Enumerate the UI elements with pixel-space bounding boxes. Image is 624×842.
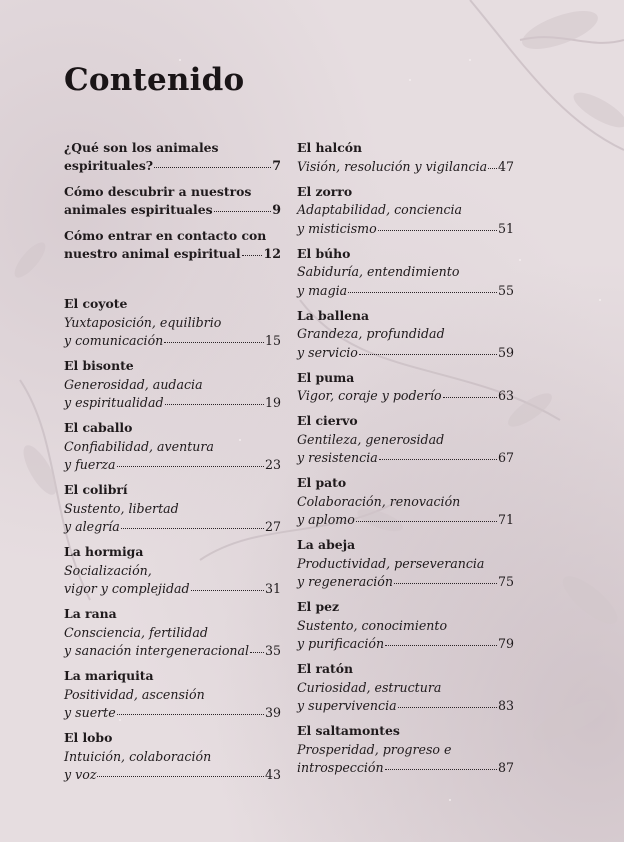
entry-description-text: y aplomo <box>297 512 355 527</box>
entry-description-line-with-page <box>297 387 514 406</box>
entry-description-line: Positividad, ascensión <box>64 686 205 702</box>
toc-entry-el-raton[interactable] <box>297 660 514 716</box>
toc-entry-el-ciervo[interactable] <box>297 412 514 468</box>
page-number: 79 <box>497 636 514 651</box>
dot-leader <box>164 342 264 343</box>
page-number: 67 <box>497 450 514 465</box>
left-animal-list <box>64 295 281 785</box>
toc-left-column <box>64 139 281 791</box>
toc-entry-intro-1[interactable] <box>64 139 281 175</box>
entry-description-text: Visión, resolución y vigilancia <box>297 158 488 174</box>
page-number: 9 <box>272 202 281 217</box>
entry-description-text: vigor y complejidad <box>64 581 190 596</box>
toc-entry-el-saltamontes[interactable] <box>297 722 514 778</box>
animal-name: El bisonte <box>64 358 134 373</box>
entry-description-line: Sabiduría, entendimiento <box>297 264 460 279</box>
entry-description-line-with-page <box>297 635 514 654</box>
dot-leader <box>394 583 497 584</box>
dot-leader <box>121 528 264 529</box>
toc-entry-la-hormiga[interactable] <box>64 543 281 599</box>
entry-title-line-with-page <box>64 201 281 219</box>
toc-entry-el-coyote[interactable] <box>64 295 281 351</box>
entry-description-text: y resistencia <box>297 450 378 465</box>
entry-description-line-with-page <box>297 158 514 177</box>
entry-description-text: y voz <box>64 767 97 782</box>
toc-entry-el-bisonte[interactable] <box>64 357 281 413</box>
animal-name: El pato <box>297 475 347 490</box>
entry-description-line: Generosidad, audacia <box>64 376 203 392</box>
entry-description-line-with-page <box>297 697 514 716</box>
entry-description-text: y supervivencia <box>297 698 397 713</box>
animal-name: El ratón <box>297 661 354 676</box>
toc-entry-la-ballena[interactable] <box>297 307 514 363</box>
dot-leader <box>385 645 497 646</box>
toc-entry-la-abeja[interactable] <box>297 536 514 592</box>
entry-description-line: Sustento, libertad <box>64 500 179 516</box>
entry-description-text: y servicio <box>297 344 358 360</box>
entry-description-line-with-page <box>297 282 514 301</box>
entry-description-text: y misticismo <box>297 220 377 236</box>
entry-description-line: Confiabilidad, aventura <box>64 438 214 454</box>
entry-title-line-with-page <box>64 157 281 175</box>
animal-name: El ciervo <box>297 413 358 428</box>
page-number: 23 <box>264 457 281 472</box>
entry-description-line-with-page <box>64 332 281 351</box>
entry-description-text: y suerte <box>64 705 116 720</box>
entry-title-line: ¿Qué son los animales <box>64 140 219 155</box>
entry-description-text: y magia <box>297 282 348 298</box>
animal-name: La hormiga <box>64 544 144 559</box>
entry-description-line-with-page <box>64 766 281 785</box>
entry-title-text: animales espirituales <box>64 202 213 217</box>
animal-name: El caballo <box>64 420 133 435</box>
entry-description-line-with-page <box>64 704 281 723</box>
entry-description-text: y alegría <box>64 519 120 534</box>
toc-entry-el-zorro[interactable] <box>297 183 514 239</box>
entry-description-line: Gentileza, generosidad <box>297 431 445 447</box>
toc-entry-el-lobo[interactable] <box>64 729 281 785</box>
page-number: 7 <box>272 158 281 173</box>
animal-name: La abeja <box>297 537 356 552</box>
dot-leader <box>359 354 497 355</box>
dot-leader <box>117 714 264 715</box>
intro-section <box>64 139 281 263</box>
page-number: 12 <box>263 246 281 261</box>
entry-title-line: Cómo descubrir a nuestros <box>64 184 252 199</box>
toc-entry-intro-2[interactable] <box>64 183 281 219</box>
entry-description-line-with-page <box>297 344 514 363</box>
dot-leader <box>117 466 264 467</box>
animal-name: El colibrí <box>64 482 128 497</box>
dot-leader <box>242 255 263 256</box>
right-animal-list <box>297 139 514 778</box>
dot-leader <box>378 230 497 231</box>
toc-right-column <box>297 139 514 784</box>
entry-description-line: Productividad, perseverancia <box>297 555 485 571</box>
entry-description-line-with-page <box>64 642 281 661</box>
entry-description-line-with-page <box>297 511 514 530</box>
page-number: 27 <box>264 519 281 534</box>
dot-leader <box>348 292 497 293</box>
entry-description-line: Prosperidad, progreso e <box>297 741 452 757</box>
animal-name: El búho <box>297 245 351 261</box>
toc-entry-el-colibri[interactable] <box>64 481 281 537</box>
animal-name: El zorro <box>297 183 353 199</box>
entry-description-text: y comunicación <box>64 333 164 348</box>
page-number: 59 <box>497 344 514 360</box>
toc-entry-la-rana[interactable] <box>64 605 281 661</box>
animal-name: El saltamontes <box>297 723 400 738</box>
dot-leader <box>356 521 497 522</box>
entry-description-line-with-page <box>297 449 514 468</box>
entry-description-line-with-page <box>64 456 281 475</box>
entry-description-text: y sanación intergeneracional <box>64 643 250 658</box>
page-number: 15 <box>264 333 281 348</box>
dot-leader <box>385 769 497 770</box>
dot-leader <box>488 168 497 169</box>
entry-title-text: nuestro animal espiritual <box>64 246 241 261</box>
entry-description-text: y regeneración <box>297 574 393 589</box>
toc-entry-el-pato[interactable] <box>297 474 514 530</box>
page-number: 39 <box>264 705 281 720</box>
dot-leader <box>398 707 497 708</box>
toc-entry-intro-3[interactable] <box>64 227 281 263</box>
toc-entry-el-halcon[interactable] <box>297 139 514 176</box>
entry-description-line: Grandeza, profundidad <box>297 326 445 341</box>
entry-description-line: Yuxtaposición, equilibrio <box>64 314 222 330</box>
entry-description-line: Adaptabilidad, conciencia <box>297 202 463 217</box>
animal-name: El puma <box>297 369 355 385</box>
entry-description-line-with-page <box>297 220 514 239</box>
entry-description-text: introspección <box>297 760 384 775</box>
entry-description-text: y espiritualidad <box>64 395 164 410</box>
entry-description-line: Consciencia, fertilidad <box>64 624 208 640</box>
dot-leader <box>214 211 272 212</box>
page-number: 63 <box>497 388 514 403</box>
entry-description-line: Sustento, conocimiento <box>297 617 448 633</box>
entry-description-text: y fuerza <box>64 457 116 472</box>
page-number: 43 <box>264 767 281 782</box>
page-number: 83 <box>497 698 514 713</box>
toc-entry-la-mariquita[interactable] <box>64 667 281 723</box>
toc-entry-el-puma[interactable] <box>297 369 514 406</box>
dot-leader <box>97 776 264 777</box>
animal-name: La mariquita <box>64 668 154 683</box>
entry-description-text: y purificación <box>297 636 385 651</box>
page-number: 87 <box>497 760 514 775</box>
toc-entry-el-buho[interactable] <box>297 245 514 301</box>
entry-description-line: Intuición, colaboración <box>64 748 212 764</box>
animal-name: La rana <box>64 606 117 621</box>
page-number: 75 <box>497 574 514 589</box>
page-number: 35 <box>264 643 281 658</box>
dot-leader <box>154 167 271 168</box>
animal-name: El lobo <box>64 730 113 745</box>
page-number: 31 <box>264 581 281 596</box>
entry-title-line-with-page <box>64 245 281 263</box>
entry-description-line-with-page <box>64 580 281 599</box>
animal-name: La ballena <box>297 307 370 323</box>
page-title: Contenido <box>64 62 245 98</box>
page-number: 51 <box>497 220 514 236</box>
dot-leader <box>443 397 497 398</box>
page-number: 47 <box>497 158 514 174</box>
dot-leader <box>379 459 497 460</box>
entry-description-line-with-page <box>64 518 281 537</box>
page-number: 19 <box>264 395 281 410</box>
dot-leader <box>191 590 264 591</box>
toc-entry-el-caballo[interactable] <box>64 419 281 475</box>
page-number: 55 <box>497 282 514 298</box>
dot-leader <box>165 404 264 405</box>
entry-description-line-with-page <box>297 759 514 778</box>
entry-title-text: espirituales? <box>64 158 154 173</box>
entry-description-line: Colaboración, renovación <box>297 493 461 509</box>
entry-description-text: Vigor, coraje y poderío <box>297 388 442 403</box>
animal-name: El coyote <box>64 296 128 311</box>
dot-leader <box>250 652 264 653</box>
entry-title-line: Cómo entrar en contacto con <box>64 228 267 243</box>
entry-description-line-with-page <box>64 394 281 413</box>
entry-description-line: Socialización, <box>64 562 152 578</box>
toc-entry-el-pez[interactable] <box>297 598 514 654</box>
entry-description-line-with-page <box>297 573 514 592</box>
section-spacer <box>64 271 281 295</box>
page-number: 71 <box>497 512 514 527</box>
animal-name: El pez <box>297 599 340 614</box>
entry-description-line: Curiosidad, estructura <box>297 679 442 695</box>
animal-name: El halcón <box>297 140 363 155</box>
